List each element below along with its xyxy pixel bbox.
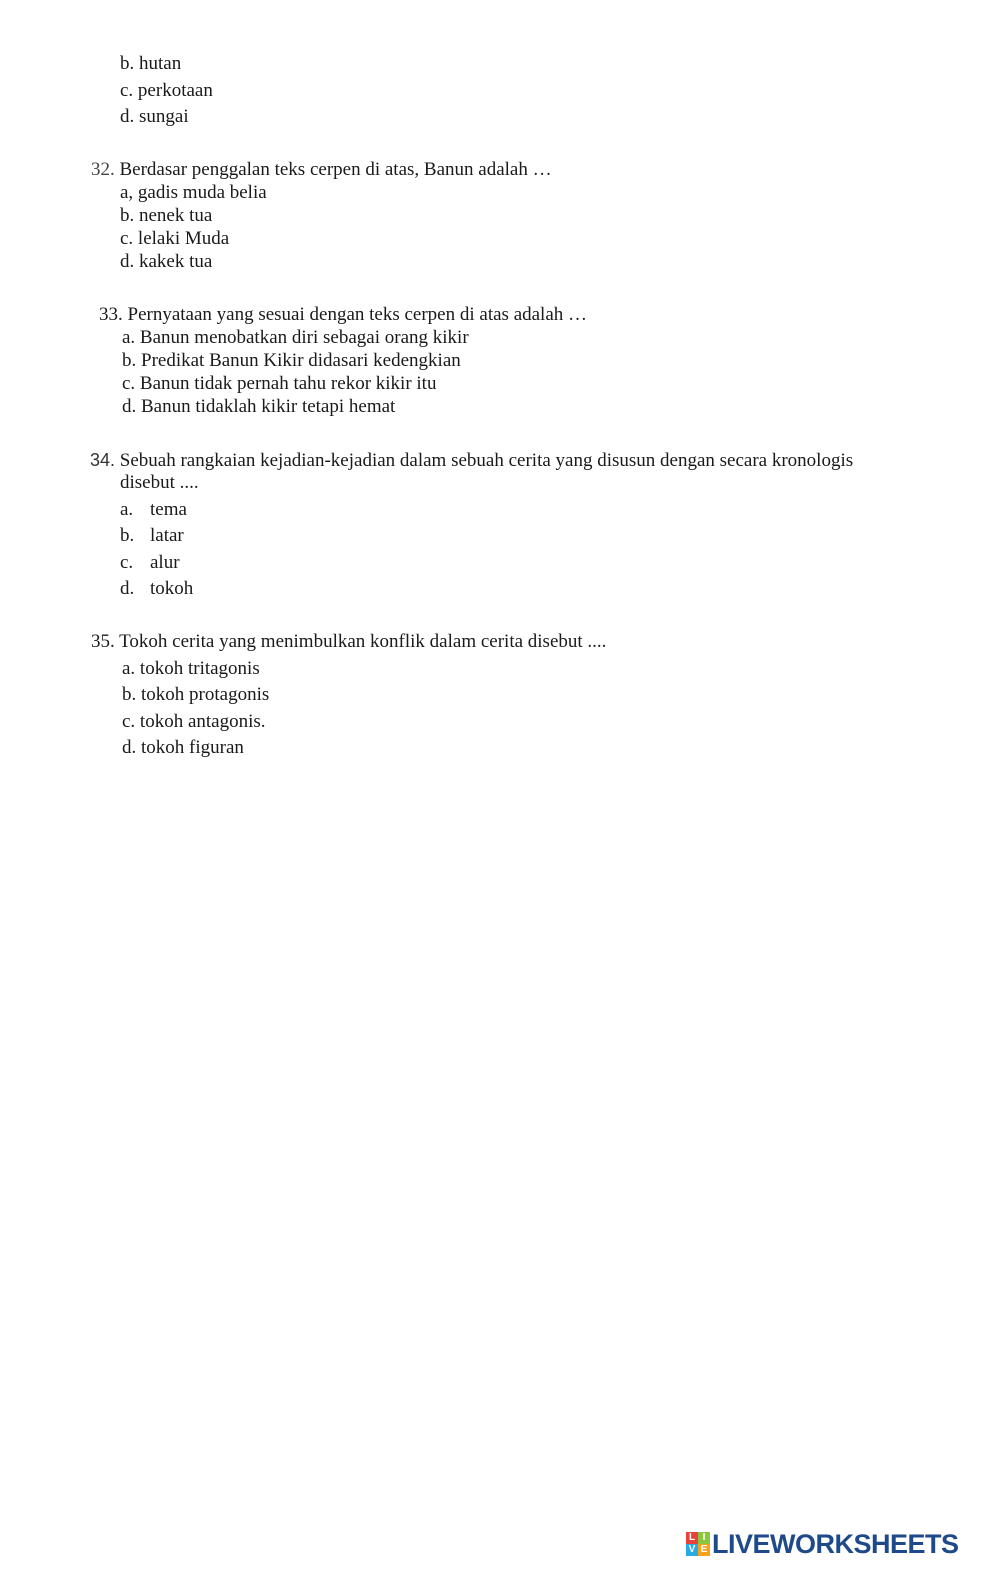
question-32-option-a: a, gadis muda belia bbox=[120, 182, 267, 203]
option-letter: d. bbox=[120, 578, 135, 599]
logo-mark-v: V bbox=[686, 1544, 698, 1556]
question-34-option-c bbox=[120, 552, 180, 574]
question-34-text-line2: disebut .... bbox=[120, 472, 199, 493]
question-34-text-line1: Sebuah rangkaian kejadian-kejadian dalam sebuah cerita yang disusun dengan secara kronologis bbox=[115, 450, 854, 471]
logo-mark-e: E bbox=[698, 1544, 710, 1556]
question-35-option-c: c. tokoh antagonis. bbox=[122, 711, 266, 732]
logo-mark-i: I bbox=[698, 1532, 710, 1544]
question-33-option-c: c. Banun tidak pernah tahu rekor kikir itu bbox=[122, 373, 437, 394]
question-34 bbox=[90, 449, 853, 472]
question-34-option-d bbox=[120, 578, 193, 600]
question-32-option-b: b. nenek tua bbox=[120, 205, 213, 226]
question-33-option-a: a. Banun menobatkan diri sebagai orang kikir bbox=[122, 327, 469, 348]
question-35-option-d: d. tokoh figuran bbox=[122, 737, 244, 758]
question-35-option-b: b. tokoh protagonis bbox=[122, 684, 270, 705]
question-32 bbox=[91, 159, 552, 181]
question-35-option-a: a. tokoh tritagonis bbox=[122, 658, 260, 679]
question-32-option-d: d. kakek tua bbox=[120, 251, 213, 272]
question-33: 33. Pernyataan yang sesuai dengan teks cerpen di atas adalah … bbox=[99, 304, 588, 325]
question-34-option-b bbox=[120, 525, 184, 547]
question-32-option-c: c. lelaki Muda bbox=[120, 228, 230, 249]
liveworksheets-logo[interactable] bbox=[686, 1529, 959, 1559]
question-32-number: 32. bbox=[91, 159, 115, 180]
option-text: alur bbox=[150, 552, 180, 573]
option-text: tokoh bbox=[150, 578, 194, 599]
liveworksheets-logo-text: LIVEWORKSHEETS bbox=[712, 1528, 959, 1559]
option-c-perkotaan: c. perkotaan bbox=[120, 80, 213, 101]
option-letter: c. bbox=[120, 552, 134, 573]
option-text: tema bbox=[150, 499, 187, 520]
option-b-hutan: b. hutan bbox=[120, 53, 182, 74]
option-d-sungai: d. sungai bbox=[120, 106, 189, 127]
question-35: 35. Tokoh cerita yang menimbulkan konflik dalam cerita disebut .... bbox=[91, 631, 607, 652]
option-letter: b. bbox=[120, 525, 135, 546]
question-34-number: 34. bbox=[90, 450, 116, 470]
question-32-text: Berdasar penggalan teks cerpen di atas, Banun adalah … bbox=[114, 159, 552, 180]
question-34-option-a bbox=[120, 499, 187, 521]
option-text: latar bbox=[150, 525, 184, 546]
liveworksheets-logo-icon bbox=[686, 1532, 710, 1556]
question-33-option-b: b. Predikat Banun Kikir didasari kedengkian bbox=[122, 350, 461, 371]
option-letter: a. bbox=[120, 499, 134, 520]
question-33-option-d: d. Banun tidaklah kikir tetapi hemat bbox=[122, 396, 396, 417]
logo-mark-l: L bbox=[686, 1532, 698, 1544]
